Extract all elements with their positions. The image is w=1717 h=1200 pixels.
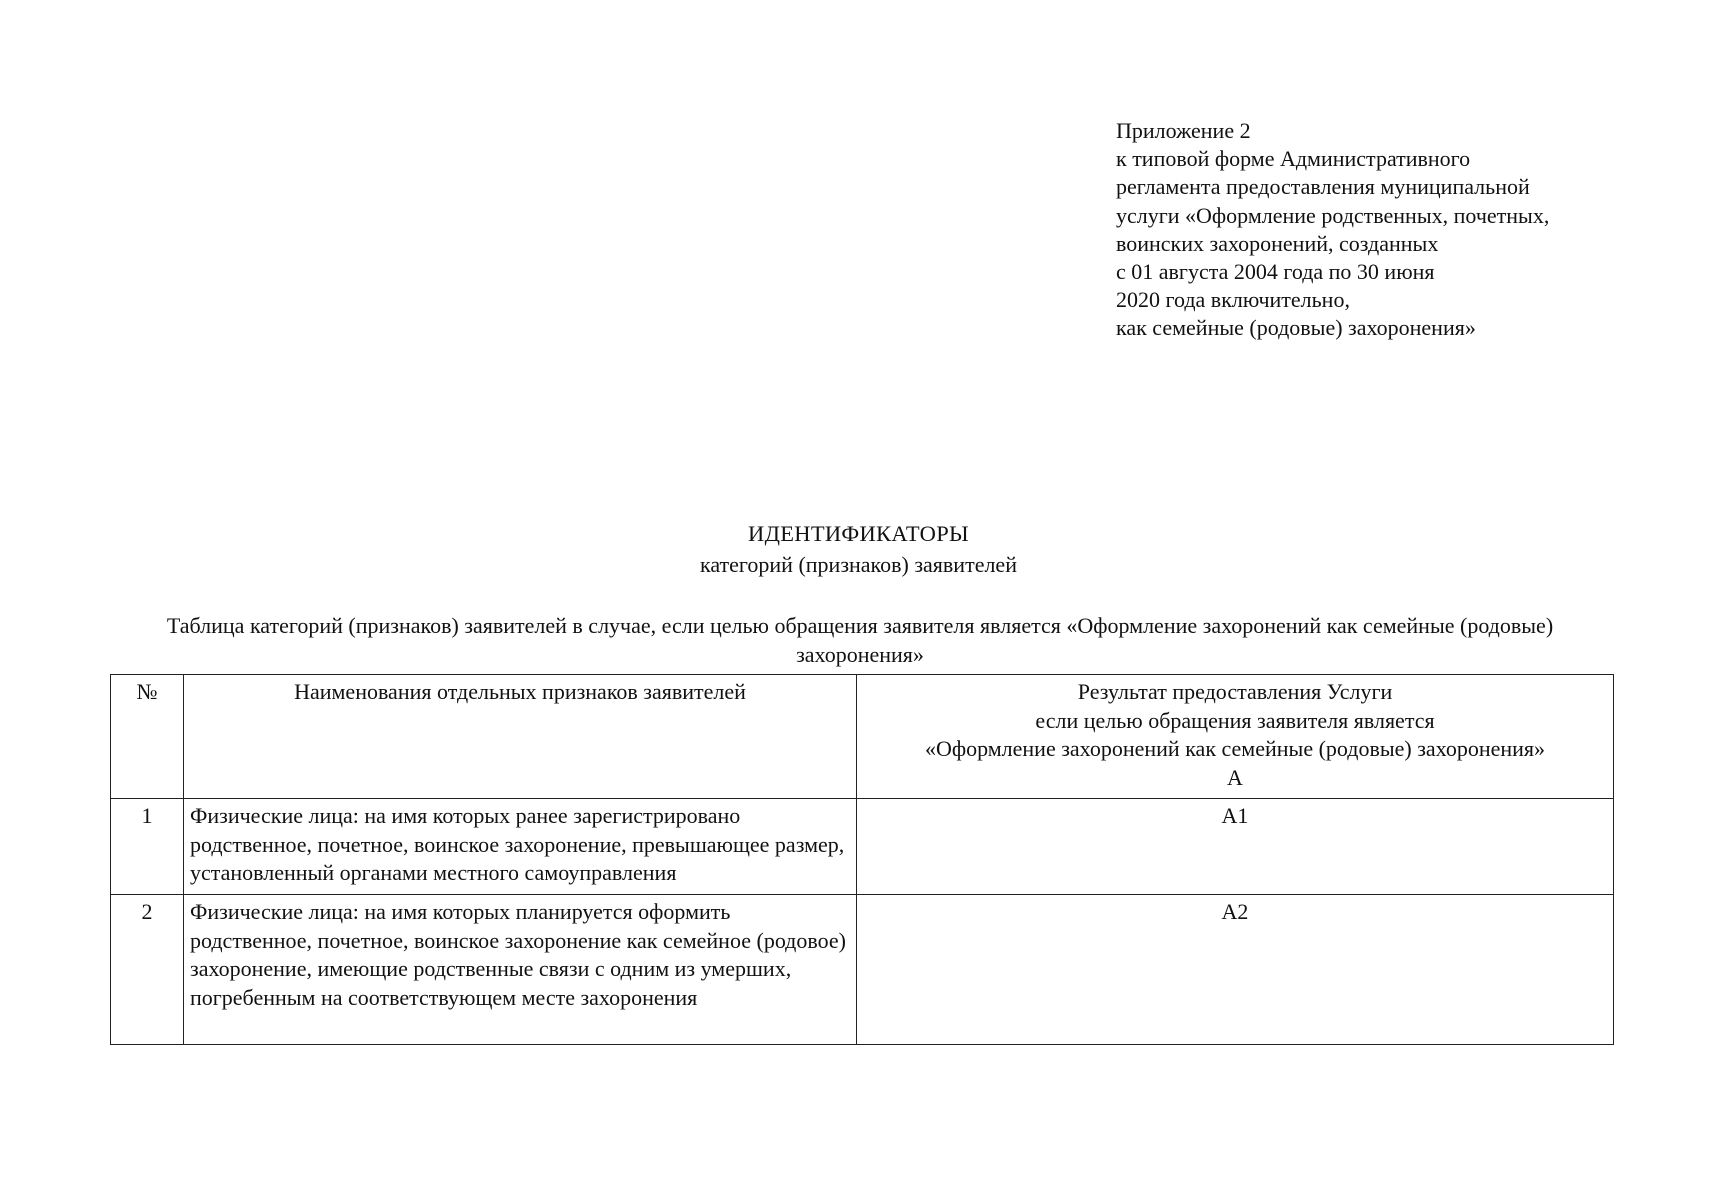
- row-result: А2: [857, 895, 1614, 1045]
- document-title: ИДЕНТИФИКАТОРЫ: [748, 521, 969, 546]
- table-row: [111, 895, 1614, 1045]
- header-criteria-name: Наименования отдельных признаков заявителей: [184, 675, 857, 799]
- header-result-line: Результат предоставления Услуги: [1077, 679, 1393, 704]
- table-row: [111, 799, 1614, 895]
- header-result: [857, 675, 1614, 799]
- header-result-line: если целью обращения заявителя является: [1035, 707, 1435, 733]
- header-number: №: [111, 675, 184, 799]
- appendix-line: Приложение 2: [1116, 118, 1251, 143]
- row-criteria-name: Физические лица: на имя которых планируется оформить родственное, почетное, воинское захоронение как семейное (родовое) захоронение, имеющие родственные связи с одним из умерших, погребенным на соответствующем месте захоронения: [184, 895, 857, 1045]
- row-result: А1: [857, 799, 1614, 895]
- appendix-note: [1116, 117, 1676, 343]
- appendix-line: с 01 августа 2004 года по 30 июня: [1116, 259, 1435, 285]
- row-number: 2: [111, 895, 184, 1045]
- appendix-line: воинских захоронений, созданных: [1116, 230, 1439, 256]
- appendix-line: услуги «Оформление родственных, почетных,: [1116, 202, 1550, 228]
- document-subtitle: категорий (признаков) заявителей: [700, 552, 1017, 577]
- appendix-line: 2020 года включительно,: [1116, 287, 1350, 313]
- row-criteria-name: Физические лица: на имя которых ранее зарегистрировано родственное, почетное, воинское захоронение, превышающее размер, установленный органами местного самоуправления: [184, 799, 857, 895]
- header-result-line: «Оформление захоронений как семейные (родовые) захоронения»: [924, 736, 1546, 761]
- appendix-line: к типовой форме Административного: [1116, 146, 1471, 172]
- header-result-line: А: [1227, 764, 1243, 790]
- row-number: 1: [111, 799, 184, 895]
- table-header-row: [111, 675, 1614, 799]
- applicant-criteria-table: [110, 674, 1614, 1045]
- appendix-line: регламента предоставления муниципальной: [1116, 174, 1530, 200]
- table-caption: Таблица категорий (признаков) заявителей в случае, если целью обращения заявителя является «Оформление захоронений как семейные (родовые) захоронения»: [166, 613, 1554, 667]
- appendix-line: как семейные (родовые) захоронения»: [1116, 315, 1476, 341]
